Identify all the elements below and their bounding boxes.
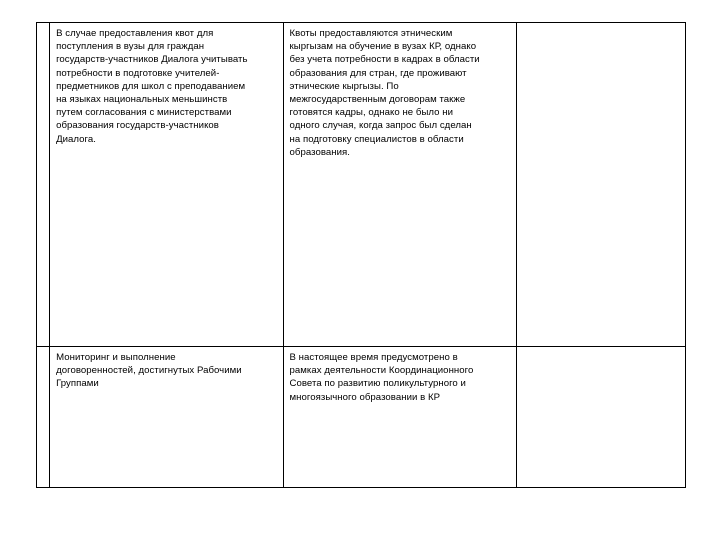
table-row — [37, 23, 686, 347]
measure-cell: В случае предоставления квот для поступления в вузы для граждан государств-участников Диалога учитывать потребности в подготовке учителей- предметников для школ с преподаванием на языках национальных меньшинств путем согласования с министерствами образования государств-участников Диалога. — [50, 23, 283, 347]
measure-cell: Мониторинг и выполнение договоренностей, достигнутых Рабочими Группами — [50, 347, 283, 488]
notes-cell — [516, 23, 685, 347]
status-cell: В настоящее время предусмотрено в рамках деятельности Координационного Совета по развитию поликультурного и многоязычного образовании в КР — [283, 347, 516, 488]
document-table — [36, 22, 686, 488]
table-row — [37, 347, 686, 488]
status-cell: Квоты предоставляются этническим кыргызам на обучение в вузах КР, однако без учета потребности в кадрах в области образования для стран, где проживают этнические кыргызы. По межгосударственным договорам также готовятся кадры, однако не было ни одного случая, когда запрос был сделан на подготовку специалистов в области образования. — [283, 23, 516, 347]
row-number-cell — [37, 23, 50, 347]
row-number-cell — [37, 347, 50, 488]
notes-cell — [516, 347, 685, 488]
